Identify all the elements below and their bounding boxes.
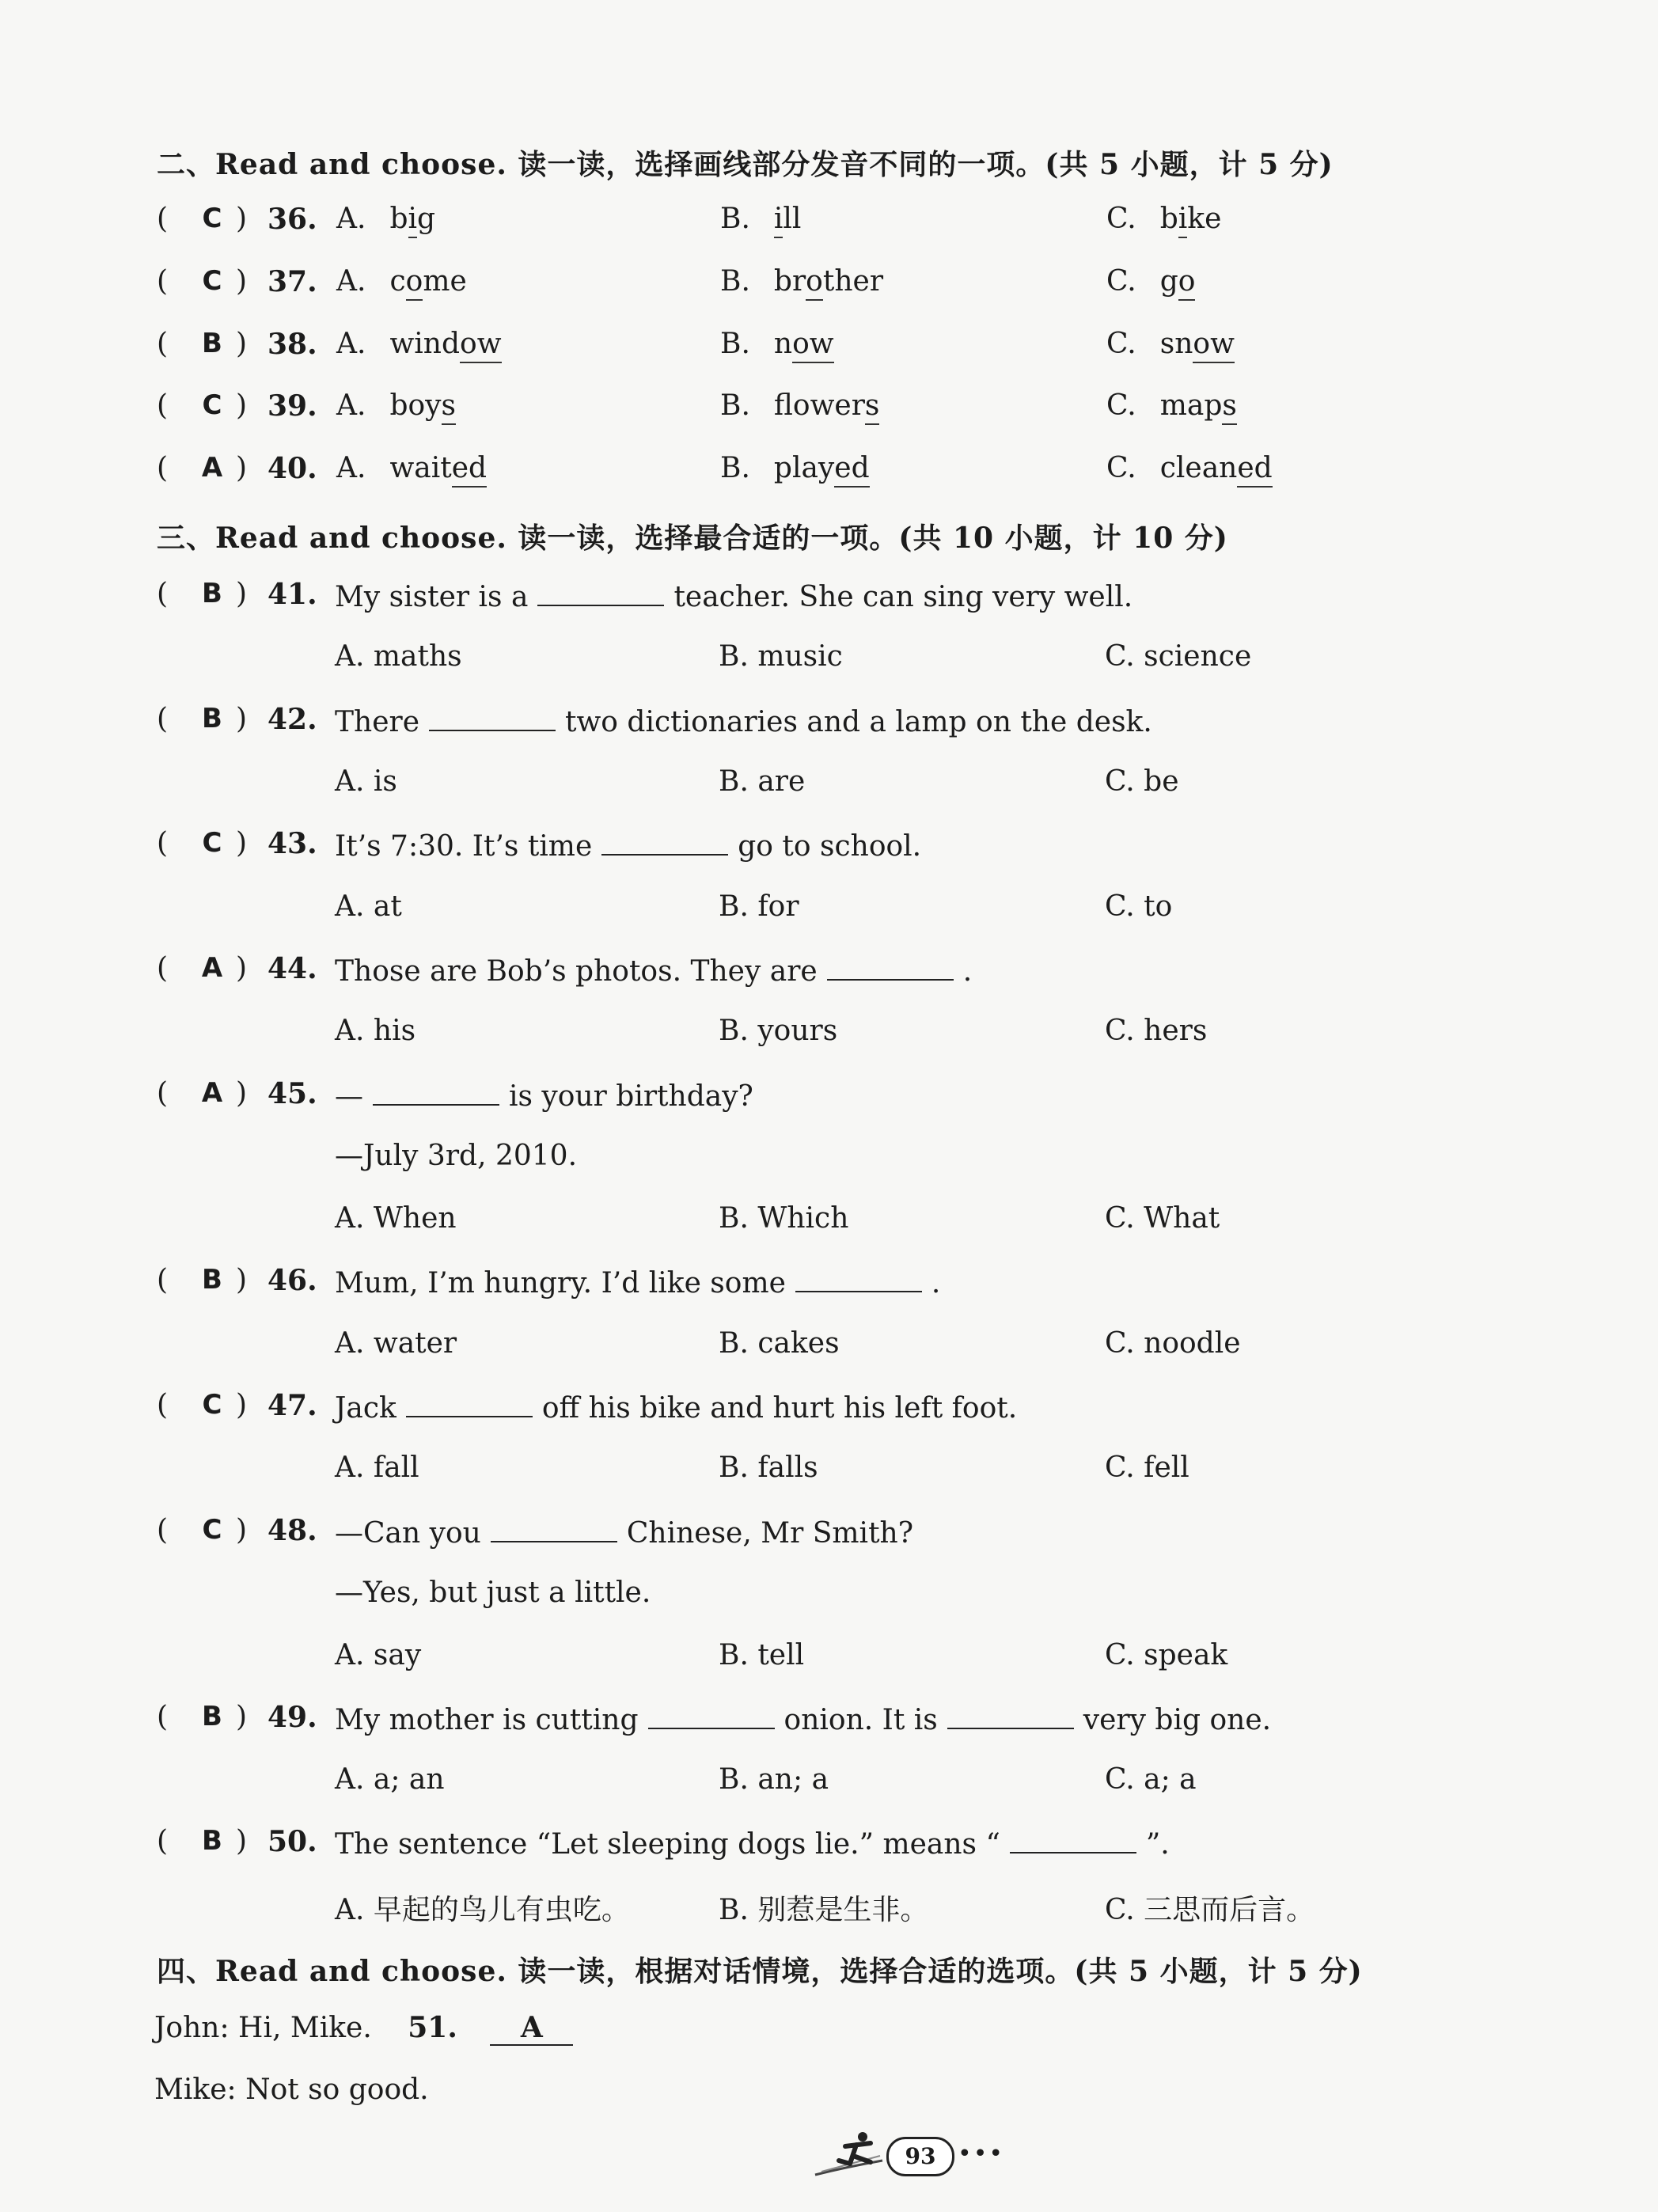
option-b: B. falls: [719, 1451, 818, 1484]
paren-close: ): [236, 1514, 248, 1546]
question-stem: [335, 1825, 1170, 1861]
section-3-title: 三、Read and choose. 读一读，选择最合适的一项。(共 10 小题，计 10 分): [157, 522, 1228, 555]
page-number: 93: [886, 2137, 954, 2176]
option-letter: C.: [1106, 328, 1136, 360]
paren-open: (: [157, 389, 169, 422]
answer-letter: A: [201, 1077, 223, 1109]
answer-letter: A: [201, 952, 223, 984]
option-a: A. a; an: [335, 1763, 445, 1796]
paren-close: ): [236, 578, 248, 610]
paren-close: ): [236, 1701, 248, 1733]
option-a: A. water: [335, 1327, 457, 1360]
option-a: A. fall: [335, 1451, 419, 1484]
option-a: A. say: [335, 1639, 422, 1671]
underlined-letters: s: [442, 389, 456, 425]
question-stem-part1: Jack: [335, 1392, 396, 1425]
question-number: 36.: [267, 203, 317, 236]
question-stem-part1: Mum, I’m hungry. I’d like some: [335, 1267, 786, 1300]
answer-letter: A: [201, 452, 223, 484]
underlined-letters: ow: [460, 328, 502, 363]
question-stem-part1: There: [335, 706, 420, 738]
option-a: A. maths: [335, 640, 462, 673]
answer-letter: B: [202, 1264, 222, 1296]
word-suffix: me: [423, 265, 467, 298]
paren-close: ): [236, 952, 248, 985]
word-prefix: wait: [389, 452, 452, 484]
paren-open: (: [157, 452, 169, 484]
dialog-response-line: —July 3rd, 2010.: [335, 1140, 578, 1172]
question-number: 46.: [267, 1264, 317, 1297]
question-number: 45.: [267, 1077, 317, 1110]
option-letter: B.: [720, 328, 750, 360]
option-b: B. tell: [719, 1639, 805, 1671]
question-stem: [335, 1701, 1271, 1736]
option-letter: B.: [720, 389, 750, 422]
option-a: A. is: [335, 765, 397, 798]
paren-open: (: [157, 1077, 169, 1110]
word-suffix: ll: [783, 203, 802, 235]
answer-letter: B: [202, 578, 222, 609]
paren-close: ): [236, 827, 248, 859]
option-letter: B.: [720, 452, 750, 484]
word-suffix: ke: [1187, 203, 1222, 235]
option-c: [1106, 389, 1237, 422]
word-prefix: b: [389, 203, 408, 235]
question-stem-part1: The sentence “Let sleeping dogs lie.” means “: [335, 1828, 1000, 1861]
question-stem: [335, 827, 921, 863]
question-stem-part2: teacher. She can sing very well.: [673, 581, 1133, 613]
underlined-letters: s: [865, 389, 879, 425]
word-prefix: clean: [1159, 452, 1238, 484]
option-c: [1106, 452, 1273, 484]
paren-open: (: [157, 1389, 169, 1421]
paren-close: ): [236, 1077, 248, 1110]
question-number: 51.: [408, 2011, 457, 2044]
option-b: [720, 328, 834, 360]
option-letter: C.: [1106, 389, 1136, 422]
section-2-title: 二、Read and choose. 读一读，选择画线部分发音不同的一项。(共 5 小题，计 5 分): [157, 148, 1334, 181]
paren-open: (: [157, 1701, 169, 1733]
answer-letter: B: [202, 1701, 222, 1732]
word-prefix: c: [389, 265, 406, 298]
word-suffix: g: [417, 203, 436, 235]
answer-letter: B: [202, 1825, 222, 1857]
question-stem-part2: onion. It is: [783, 1704, 938, 1736]
answer-blank: [429, 703, 556, 731]
question-stem-part2: go to school.: [738, 830, 922, 863]
question-stem-part1: It’s 7:30. It’s time: [335, 830, 593, 863]
option-a: [336, 452, 487, 484]
option-letter: A.: [336, 203, 366, 235]
question-number: 37.: [267, 265, 317, 298]
answer-blank: [1010, 1825, 1136, 1853]
answer-letter: B: [202, 328, 222, 359]
paren-open: (: [157, 1264, 169, 1296]
question-stem: [335, 578, 1133, 613]
paren-close: ): [236, 703, 248, 735]
underlined-letters: ed: [452, 452, 487, 488]
option-a: [336, 203, 435, 235]
option-a: [336, 328, 502, 360]
option-c: C. be: [1105, 765, 1179, 798]
answer-blank: [795, 1264, 922, 1292]
answer-letter: C: [202, 1514, 222, 1546]
option-letter: B.: [720, 265, 750, 298]
answer-blank: [648, 1701, 775, 1729]
question-number: 42.: [267, 703, 317, 736]
answer-letter: C: [202, 1389, 222, 1421]
option-letter: A.: [336, 389, 366, 422]
option-b: B. 别惹是生非。: [719, 1894, 929, 1926]
paren-open: (: [157, 265, 169, 298]
answer-letter: C: [202, 827, 222, 859]
paren-open: (: [157, 827, 169, 859]
answer-blank: [406, 1389, 533, 1417]
paren-open: (: [157, 703, 169, 735]
option-c: [1106, 265, 1195, 298]
paren-open: (: [157, 952, 169, 985]
question-stem: [335, 1514, 913, 1550]
option-c: [1106, 203, 1221, 235]
option-letter: B.: [720, 203, 750, 235]
underlined-letters: i: [1178, 203, 1188, 238]
option-letter: A.: [336, 452, 366, 484]
question-number: 39.: [267, 389, 317, 423]
option-c: C. a; a: [1105, 1763, 1197, 1796]
question-stem-part2: .: [962, 955, 973, 988]
dialog-response-line: —Yes, but just a little.: [335, 1576, 651, 1609]
question-stem-part2: is your birthday?: [509, 1080, 753, 1113]
option-b: B. cakes: [719, 1327, 840, 1360]
underlined-letters: o: [806, 265, 823, 301]
question-number: 41.: [267, 578, 317, 611]
option-a: A. at: [335, 890, 402, 923]
question-number: 40.: [267, 452, 317, 485]
underlined-letters: ed: [834, 452, 869, 488]
paren-open: (: [157, 1825, 169, 1857]
option-b: [720, 203, 801, 235]
option-c: C. 三思而后言。: [1105, 1894, 1315, 1926]
question-stem: [335, 952, 972, 988]
option-c: C. speak: [1105, 1639, 1228, 1671]
question-stem-part2: two dictionaries and a lamp on the desk.: [565, 706, 1152, 738]
word-prefix: boy: [389, 389, 442, 422]
paren-close: ): [236, 1825, 248, 1857]
option-b: B. are: [719, 765, 806, 798]
word-prefix: g: [1159, 265, 1178, 298]
underlined-letters: ed: [1237, 452, 1272, 488]
decorative-dots: •••: [958, 2140, 1005, 2168]
answer-letter: B: [202, 703, 222, 734]
option-letter: C.: [1106, 265, 1136, 298]
paren-open: (: [157, 203, 169, 235]
paren-close: ): [236, 1264, 248, 1296]
paren-close: ): [236, 1389, 248, 1421]
question-stem-part1: —Can you: [335, 1517, 481, 1550]
option-b: B. music: [719, 640, 843, 673]
word-suffix: ther: [822, 265, 884, 298]
word-prefix: flower: [773, 389, 865, 422]
word-prefix: play: [773, 452, 835, 484]
underlined-letters: i: [408, 203, 418, 238]
page-footer: [807, 2129, 1005, 2184]
question-stem-part1: —: [335, 1080, 363, 1113]
paren-open: (: [157, 578, 169, 610]
question-stem-part2: off his bike and hurt his left foot.: [541, 1392, 1018, 1425]
question-stem-part1: My mother is cutting: [335, 1704, 639, 1736]
paren-close: ): [236, 265, 248, 298]
question-stem-part3: very big one.: [1083, 1704, 1272, 1736]
underlined-letters: ow: [792, 328, 834, 363]
option-b: [720, 265, 883, 298]
question-number: 48.: [267, 1514, 317, 1547]
dialog-line-john: [154, 2011, 573, 2046]
option-c: C. hers: [1105, 1015, 1208, 1047]
underlined-letters: s: [1222, 389, 1236, 425]
answer-letter: C: [202, 389, 222, 421]
question-stem: [335, 1264, 940, 1300]
underlined-letters: i: [774, 203, 783, 238]
answer-letter: C: [202, 265, 222, 297]
word-prefix: br: [773, 265, 806, 298]
option-c: C. science: [1105, 640, 1252, 673]
option-b: B. for: [719, 890, 799, 923]
question-number: 47.: [267, 1389, 317, 1422]
word-prefix: map: [1159, 389, 1223, 422]
option-c: C. noodle: [1105, 1327, 1241, 1360]
paren-close: ): [236, 389, 248, 422]
option-a: A. his: [335, 1015, 416, 1047]
question-stem: [335, 1389, 1017, 1425]
answer-blank: [601, 827, 728, 856]
option-b: [720, 452, 870, 484]
word-prefix: wind: [389, 328, 461, 360]
answer-blank: A: [490, 2011, 573, 2046]
option-c: C. to: [1105, 890, 1173, 923]
answer-blank: [491, 1514, 617, 1542]
word-prefix: n: [773, 328, 793, 360]
question-number: 43.: [267, 827, 317, 860]
dialog-john-text: John: Hi, Mike.: [154, 2012, 372, 2044]
answer-blank: [947, 1701, 1074, 1729]
underlined-letters: o: [406, 265, 423, 301]
question-stem-part2: Chinese, Mr Smith?: [626, 1517, 914, 1550]
option-c: [1106, 328, 1235, 360]
answer-blank: [537, 578, 664, 606]
option-a: [336, 265, 467, 298]
option-b: B. an; a: [719, 1763, 829, 1796]
question-stem-part2: ”.: [1145, 1828, 1170, 1861]
underlined-letters: o: [1178, 265, 1196, 301]
option-b: B. Which: [719, 1202, 849, 1235]
question-number: 50.: [267, 1825, 317, 1858]
option-a: [336, 389, 456, 422]
option-letter: A.: [336, 328, 366, 360]
word-prefix: sn: [1159, 328, 1193, 360]
underlined-letters: ow: [1193, 328, 1235, 363]
question-number: 49.: [267, 1701, 317, 1734]
option-b: [720, 389, 879, 422]
section-4-title: 四、Read and choose. 读一读，根据对话情境，选择合适的选项。(共 5 小题，计 5 分): [157, 1955, 1363, 1988]
question-stem: [335, 703, 1152, 738]
word-prefix: b: [1159, 203, 1178, 235]
question-number: 44.: [267, 952, 317, 985]
runner-icon: [807, 2129, 886, 2184]
paren-open: (: [157, 328, 169, 360]
paren-close: ): [236, 328, 248, 360]
paren-close: ): [236, 452, 248, 484]
option-b: B. yours: [719, 1015, 838, 1047]
option-c: C. What: [1105, 1202, 1220, 1235]
dialog-line-mike: Mike: Not so good.: [154, 2074, 429, 2106]
paren-open: (: [157, 1514, 169, 1546]
answer-blank: [827, 952, 954, 981]
question-stem-part1: Those are Bob’s photos. They are: [335, 955, 818, 988]
question-number: 38.: [267, 328, 317, 361]
answer-blank: [373, 1077, 499, 1106]
option-c: C. fell: [1105, 1451, 1189, 1484]
option-a: A. When: [335, 1202, 457, 1235]
question-stem-part1: My sister is a: [335, 581, 529, 613]
question-stem-part2: .: [931, 1267, 941, 1300]
paren-close: ): [236, 203, 248, 235]
option-letter: C.: [1106, 203, 1136, 235]
option-letter: C.: [1106, 452, 1136, 484]
question-stem: [335, 1077, 753, 1113]
answer-letter: C: [202, 203, 222, 234]
option-a: A. 早起的鸟儿有虫吃。: [335, 1894, 630, 1926]
option-letter: A.: [336, 265, 366, 298]
